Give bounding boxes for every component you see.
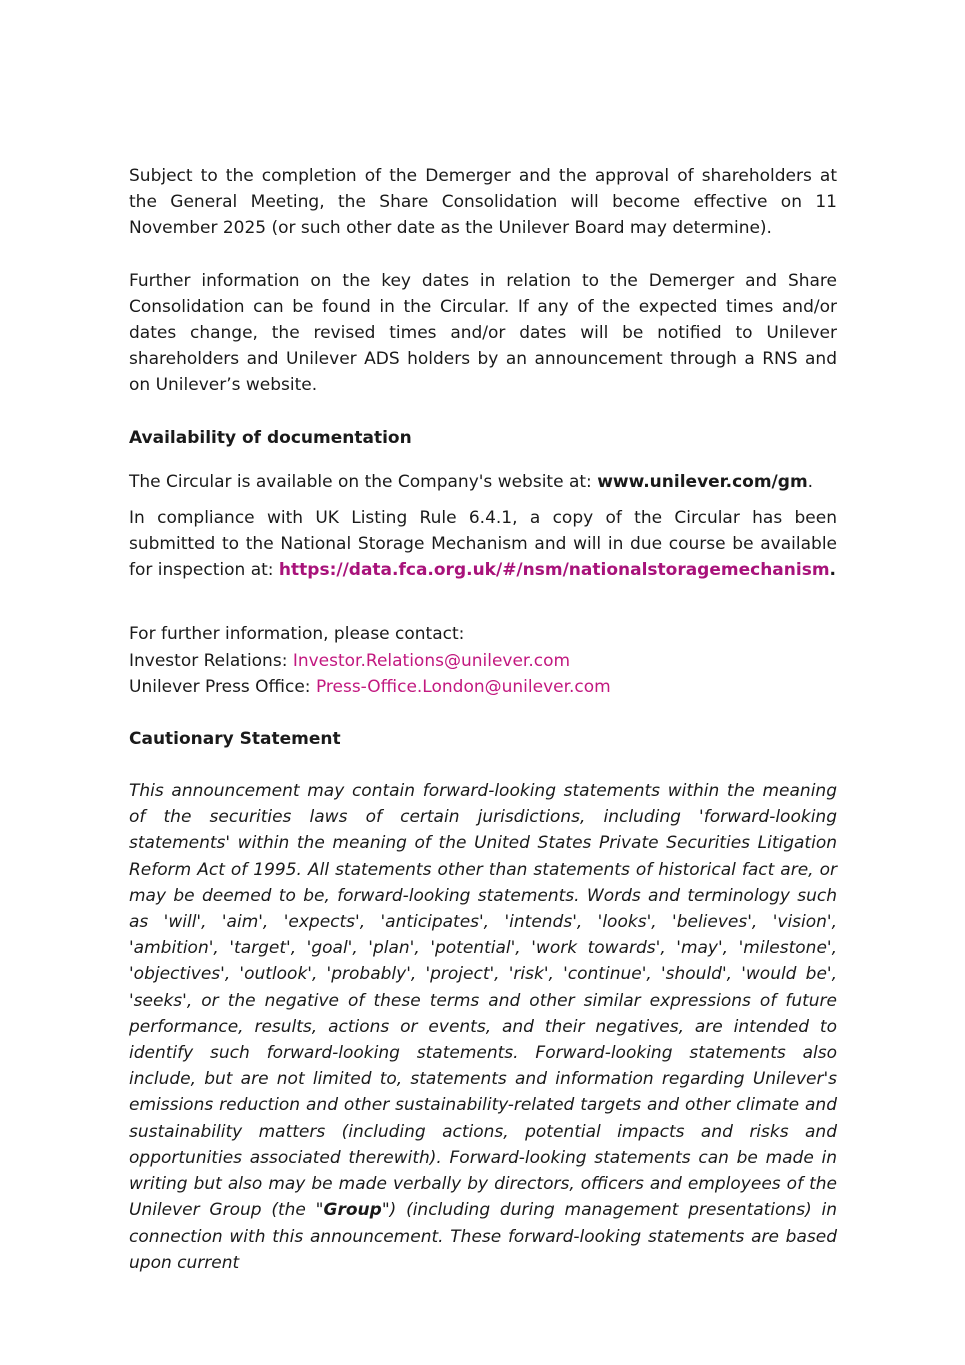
compliance-text: In compliance with UK Listing Rule 6.4.1, a copy of the Circular has been submitted to the National Storage Mechanism and will in due course be available for inspection at: — [129, 507, 837, 581]
circular-website-link[interactable]: www.unilever.com/gm — [597, 471, 808, 492]
contact-block — [129, 621, 837, 700]
circular-end: . — [807, 471, 814, 492]
investor-relations-line — [129, 648, 837, 674]
nsm-link[interactable]: https://data.fca.org.uk/#/nsm/nationalstoragemechanism — [278, 560, 830, 581]
group-term: Group — [323, 1200, 382, 1221]
cautionary-text-after: ") (including during management presentations) in connection with this announcement. These forward-looking statements are based upon current — [129, 1200, 837, 1273]
circular-text: The Circular is available on the Company's website at: — [129, 471, 598, 492]
cautionary-heading: Cautionary Statement — [129, 729, 341, 750]
cautionary-text-before: This announcement may contain forward-looking statements within the meaning of the securities laws of certain jurisdictions, including 'forward-looking statements' within the meaning of the United States Private Securities Litigation Reform Act of 1995. All statements other than statements of historical fact are, or may be deemed to be, forward-looking statements. Words and terminology such as 'will', 'aim', 'expects', 'anticipates', 'intends', 'looks', 'believes', 'vision', 'ambition', 'target', 'goal', 'plan', 'potential', 'work towards', 'may', 'milestone', 'objectives', 'outlook', 'probably', 'project', 'risk', 'continue', 'should', 'would be', 'seeks', or the negative of these terms and other similar expressions of future performance, results, actions or events, and their negatives, are intended to identify such forward-looking statements. Forward-looking statements also include, but are not limited to, statements and information regarding Unilever's emissions reduction and other sustainability-related targets and other climate and sustainability matters (including actions, potential impacts and risks and opportunities associated therewith). Forward-looking statements can be made in writing but also may be made verbally by directors, officers and employees of the Unilever Group (the " — [129, 781, 837, 1221]
contact-intro: For further information, please contact: — [129, 624, 465, 645]
key-dates-paragraph: Further information on the key dates in relation to the Demerger and Share Consolidation can be found in the Circular. If any of the expected times and/or dates change, the revised times and/or dates will be notified to Unilever shareholders and Unilever ADS holders by an announcement through a RNS and on Unilever’s website. — [129, 270, 837, 396]
press-email-link[interactable]: Press-Office.London@unilever.com — [315, 676, 611, 697]
nsm-end: . — [829, 560, 836, 581]
ir-email-link[interactable]: Investor.Relations@unilever.com — [292, 650, 571, 671]
ir-label: Investor Relations: — [129, 650, 293, 671]
press-office-line — [129, 674, 837, 700]
press-label: Unilever Press Office: — [129, 676, 316, 697]
cautionary-block — [129, 778, 837, 1276]
availability-heading: Availability of documentation — [129, 427, 412, 448]
document-body — [129, 163, 837, 1276]
circular-availability-paragraph — [129, 469, 837, 495]
consolidation-paragraph: Subject to the completion of the Demerger and the approval of shareholders at the General Meeting, the Share Consolidation will become effective on 11 November 2025 (or such other date as the Unilever Board may determine). — [129, 166, 837, 239]
compliance-paragraph — [129, 505, 837, 584]
cautionary-paragraph — [129, 778, 837, 1276]
